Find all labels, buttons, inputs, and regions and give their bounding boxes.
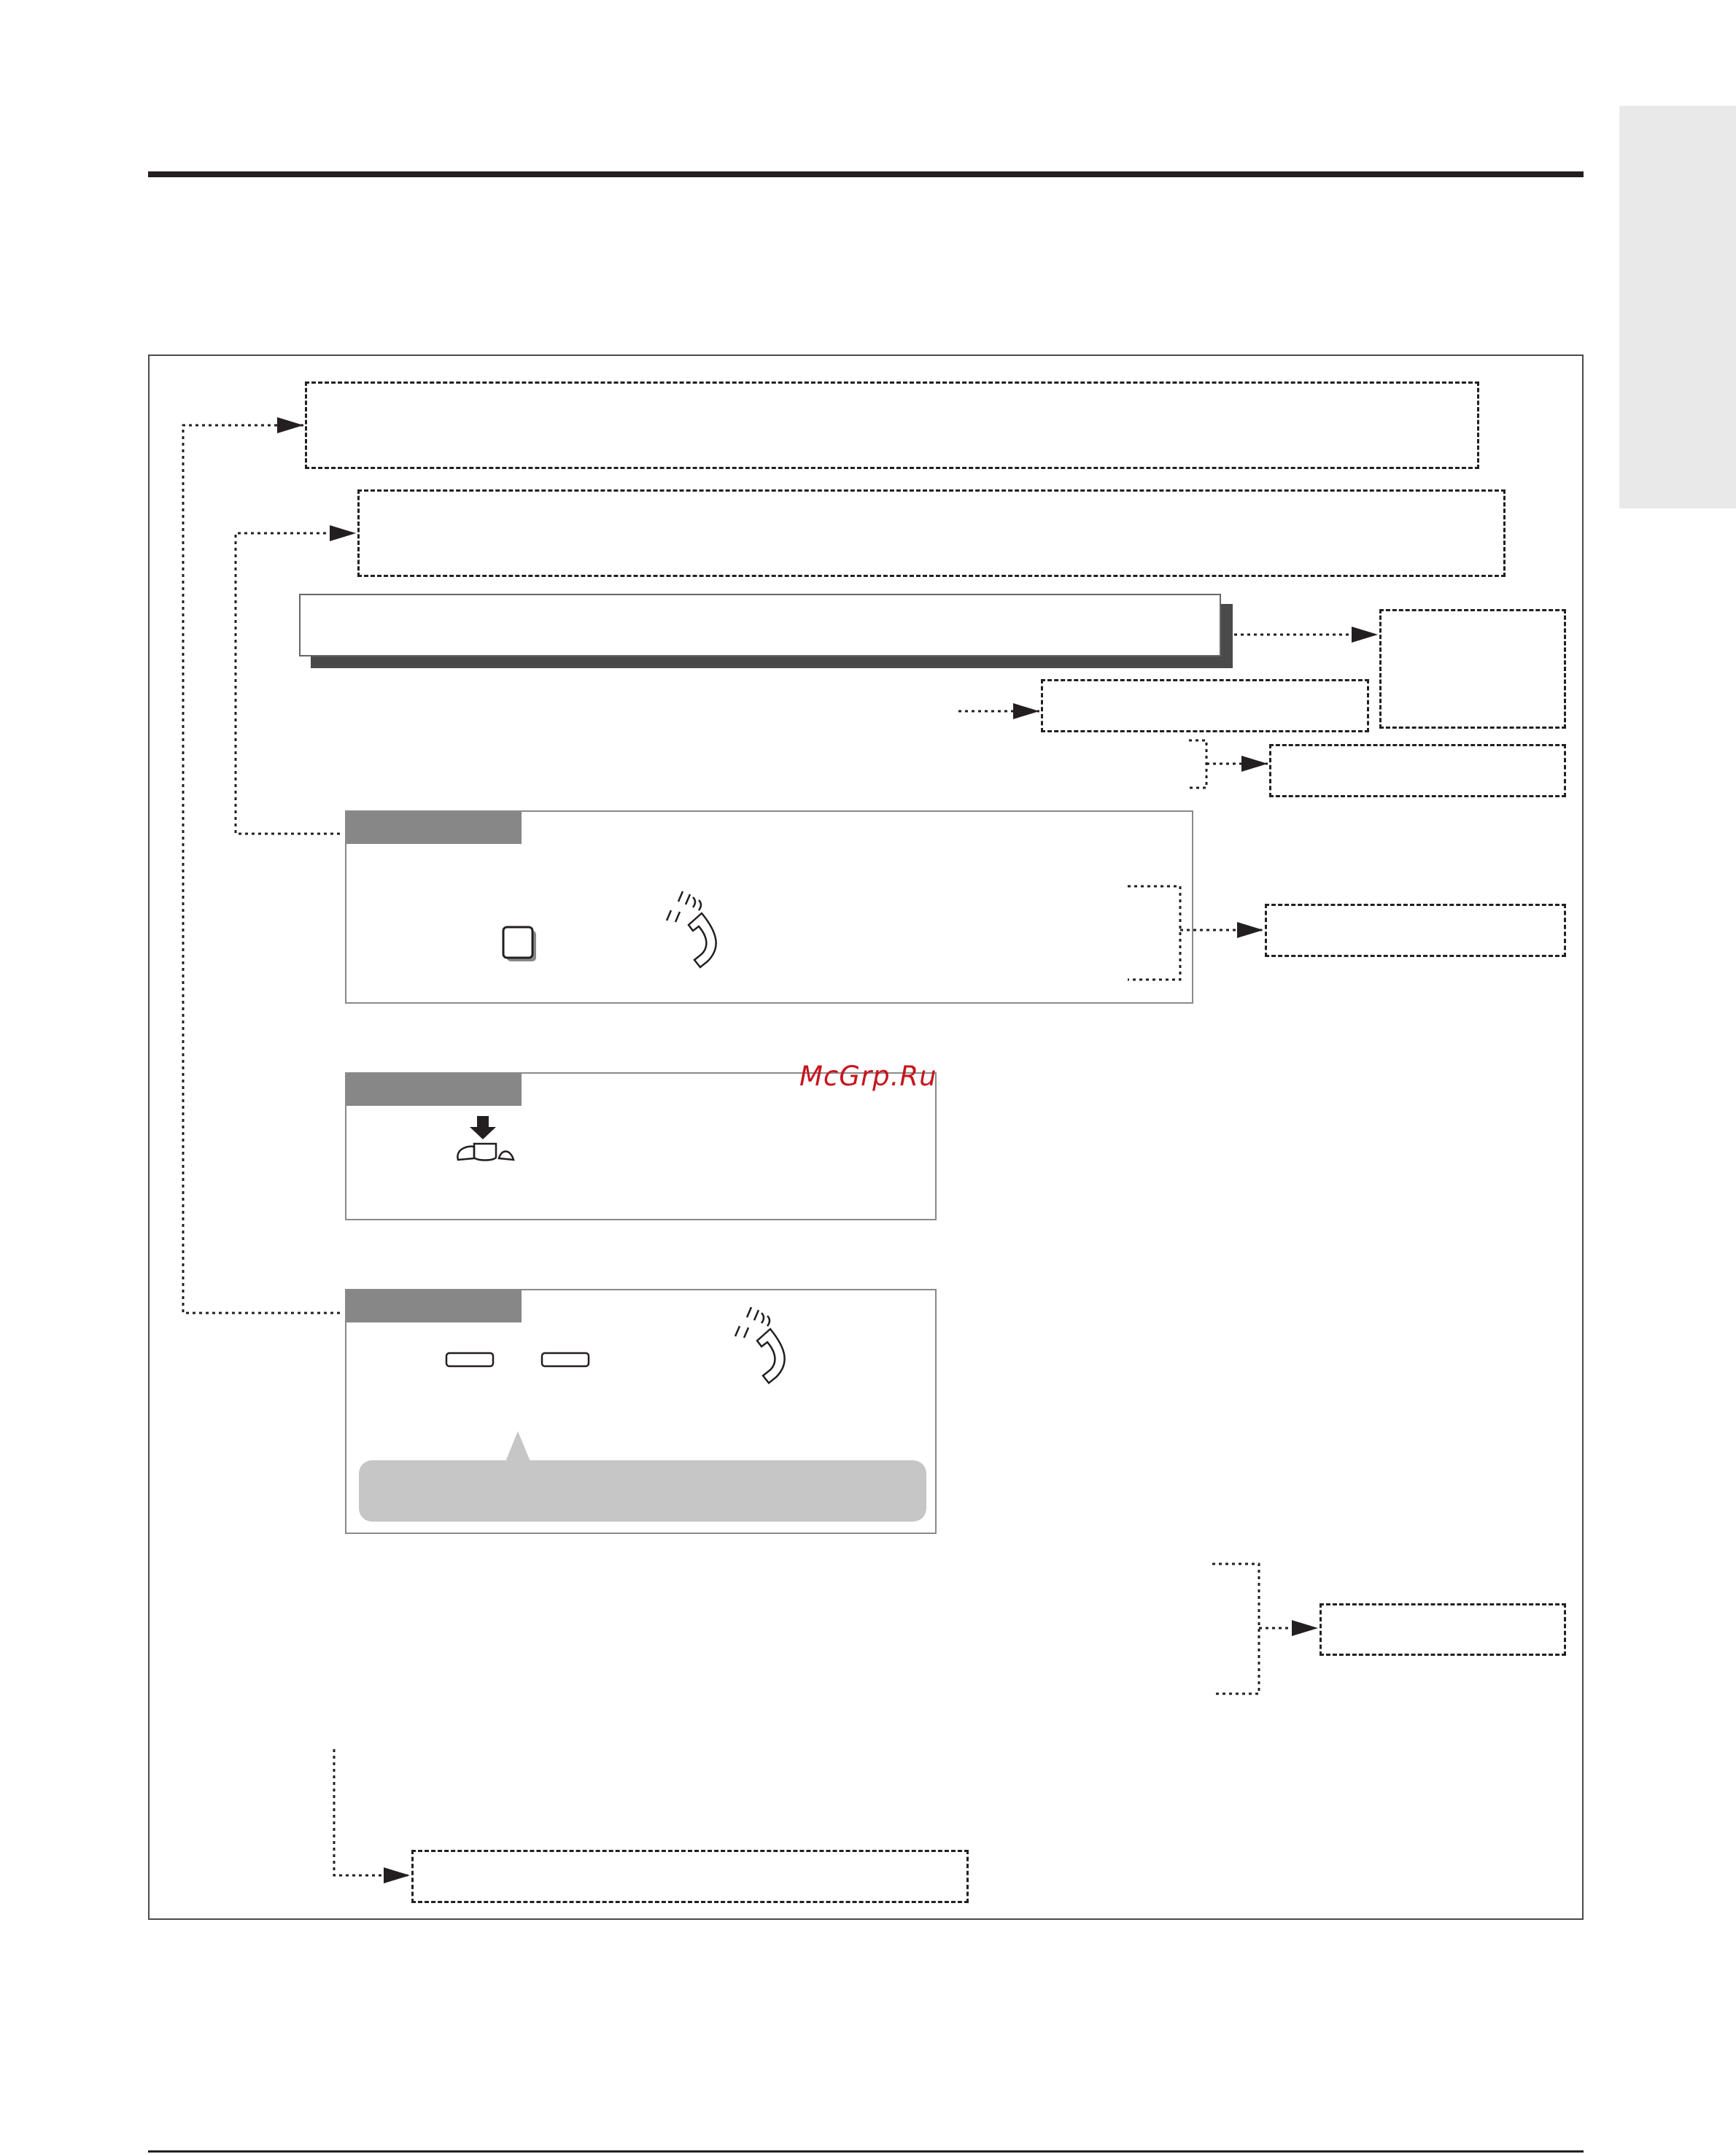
- brace-2: [1128, 886, 1180, 980]
- connector-bottom: [334, 1749, 410, 1875]
- connector-outer-loop: [183, 425, 340, 1313]
- line-key-icon: [446, 1353, 589, 1366]
- ringing-handset-icon: [667, 891, 716, 967]
- watermark-text: McGrp.Ru: [799, 1061, 937, 1092]
- brace-3: [1212, 1564, 1259, 1694]
- ringing-handset-icon: [735, 1307, 785, 1383]
- connector-inner-loop: [236, 533, 356, 834]
- note-callout-pointer: [505, 1431, 531, 1463]
- square-button-key-icon: [503, 927, 536, 961]
- hang-up-handset-icon: [457, 1116, 514, 1161]
- brace-1: [1189, 740, 1206, 788]
